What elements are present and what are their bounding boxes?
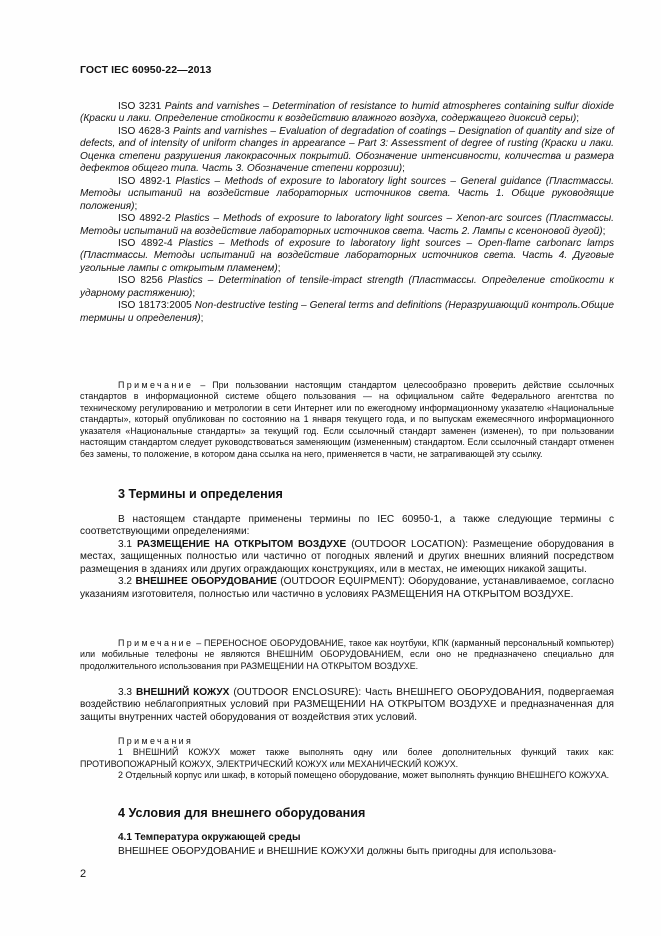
section-3-body [80,514,614,601]
note-item-1: 1 ВНЕШНИЙ КОЖУХ может также выполнять одну или более дополнительных функций таких как: ПРОТИВОПОЖАРНЫЙ КОЖУХ, ЭЛЕКТРИЧЕСКИЙ КОЖУХ или МЕХАНИЧЕСКИЙ КОЖУХ. [80,747,614,769]
term-3-3-block [80,687,614,724]
reference-iso-4892-4: ISO 4892-4 Plastics – Methods of exposure to laboratory light sources – Open-flame carbonarc lamps (Пластмассы. Методы испытаний на воздействие лабораторных источников света. Часть 4. Дуговые угольные лампы с открытым пламенем); [80,237,614,274]
reference-iso-3231: ISO 3231 Paints and varnishes – Determination of resistance to humid atmospheres containing sulfur dioxide (Краски и лаки. Определение стойкости к воздействию влажного воздуха, содержащего диоксид серы); [80,101,614,125]
reference-iso-18173: ISO 18173:2005 Non-destructive testing – General terms and definitions (Неразрушающий контроль.Общие термины и определения); [80,300,614,324]
note-label: Примечание [118,380,194,390]
term-3-2: 3.2 ВНЕШНЕЕ ОБОРУДОВАНИЕ (OUTDOOR EQUIPMENT): Оборудование, устанавливаемое, согласно указаниям изготовителя, полностью или частично в условиях РАЗМЕЩЕНИЯ НА ОТКРЫТОМ ВОЗДУХЕ. [80,576,614,600]
term-3-2-note [80,638,614,672]
note-text: – ПЕРЕНОСНОЕ ОБОРУДОВАНИЕ, такое как ноутбуки, КПК (карманный персональный компьютер) или мобильные телефоны не являются ВНЕШНИМ ОБОРУДОВАНИЕМ, если оно не предназначено специально для продолжительного использования при РАЗМЕЩЕНИИ НА ОТКРЫТОМ ВОЗДУХЕ. [80,638,614,671]
term-3-1: 3.1 РАЗМЕЩЕНИЕ НА ОТКРЫТОМ ВОЗДУХЕ (OUTDOOR LOCATION): Размещение оборудования в местах, защищенных полностью или частично от погодных явлений и других внешних влияний посредством размещения в зданиях или других ограждающих конструкциях, или в местах, не имеющих никакой защиты. [80,538,615,575]
subsection-4-1-text: ВНЕШНЕЕ ОБОРУДОВАНИЕ и ВНЕШНИЕ КОЖУХИ должны быть пригодны для использова- [118,846,557,857]
section-4-title: 4 Условия для внешнего оборудования [118,806,366,820]
notes-label: Примечания [118,736,194,746]
reference-iso-8256: ISO 8256 Plastics – Determination of tensile-impact strength (Пластмассы. Определение стойкости к ударному растяжению); [80,275,614,299]
references-list [80,101,614,325]
reference-iso-4892-2: ISO 4892-2 Plastics – Methods of exposure to laboratory light sources – Xenon-arc sources (Пластмассы. Методы испытаний на воздействие лабораторных источников света. Часть 2. Лампы с ксеноновой дугой); [80,213,614,237]
references-note [80,380,614,460]
note-label: Примечание [118,638,194,648]
term-3-3-notes [80,736,614,782]
section-3-title: 3 Термины и определения [118,487,283,501]
term-3-3: 3.3 ВНЕШНИЙ КОЖУХ (OUTDOOR ENCLOSURE): Часть ВНЕШНЕГО ОБОРУДОВАНИЯ, подвергаемая воздействию неблагоприятных условий при РАЗМЕЩЕНИИ НА ОТКРЫТОМ ВОЗДУХЕ и предназначенная для защиты внутренних частей оборудования от воздействия этих условий. [80,687,614,723]
note-text: – При пользовании настоящим стандартом целесообразно проверить действие ссылочных стандартов в информационной системе общего пользования — на официальном сайте Федерального агентства по техническому регулированию и метрологии в сети Интернет или по ежегодному информационному указателю «Национальные стандарты», который опубликован по состоянию на 1 января текущего года, и по выпускам ежемесячного информационного указателя «Национальные стандарты» за текущий год. Если ссылочный стандарт заменен (изменен), то при пользовании настоящим стандартом следует руководствоваться заменяющим (измененным) стандартом. Если ссылочный стандарт отменен без замены, то положение, в котором дана ссылка на него, применяется в части, не затрагивающей эту ссылку. [80,380,614,459]
reference-iso-4628-3: ISO 4628-3 Paints and varnishes – Evaluation of degradation of coatings – Designation of quantity and size of defects, and of intensity of uniform changes in appearance – Part 3: Assessment of degree of rusting (Краски и лаки. Оценка степени разрушения лакокрасочных покрытий. Обозначение интенсивности, количества и размера дефектов общего типа. Часть 3. Обозначение степени коррозии); [80,125,615,175]
standard-header: ГОСТ IEC 60950-22—2013 [80,64,212,76]
subsection-4-1-title: 4.1 Температура окружающей среды [118,832,301,843]
subsection-4-1-body [80,846,614,858]
section-3-intro: В настоящем стандарте применены термины по IEC 60950-1, а также следующие термины с соответствующими определениями: [80,514,614,538]
note-item-2: 2 Отдельный корпус или шкаф, в который помещено оборудование, может выполнять функцию ВНЕШНЕГО КОЖУХА. [118,770,610,781]
page-number: 2 [80,868,87,880]
reference-iso-4892-1: ISO 4892-1 Plastics – Methods of exposure to laboratory light sources – General guidance (Пластмассы. Методы испытаний на воздействие лабораторных источников света. Часть 1. Общие руководящие положения); [80,175,614,212]
